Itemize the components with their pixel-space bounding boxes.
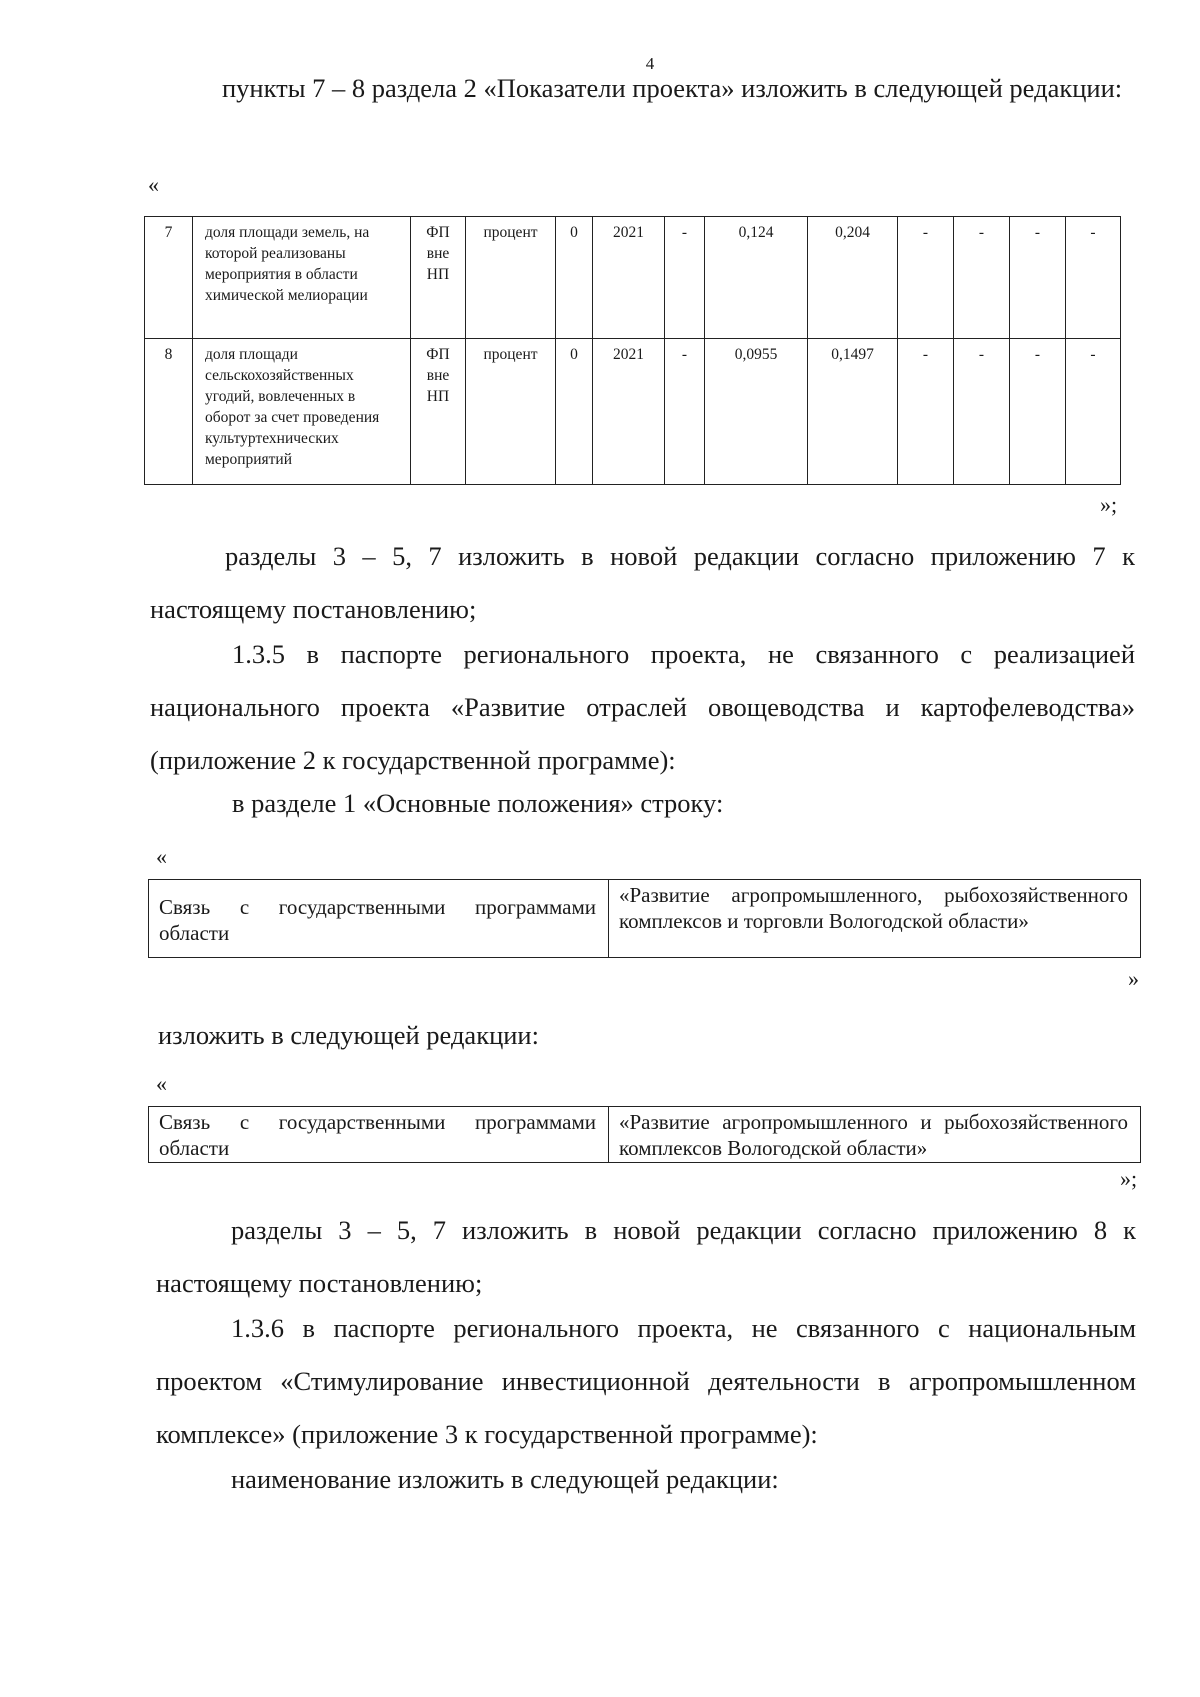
row-label: Связь с государственными программами области — [149, 880, 609, 958]
sections-7-paragraph: разделы 3 – 5, 7 изложить в новой редакции согласно приложению 7 к настоящему постановлению; — [150, 541, 1135, 624]
section-row-paragraph: в разделе 1 «Основные положения» строку: — [232, 788, 724, 818]
item-1-3-5-paragraph: 1.3.5 в паспорте регионального проекта, не связанного с реализацией национального проекта «Развитие отраслей овощеводства и картофелеводства» (приложение 2 к государственной программе): — [150, 639, 1135, 775]
cell-number: 7 — [145, 217, 193, 339]
cell-value: - — [1010, 217, 1066, 339]
intro-paragraph: пункты 7 – 8 раздела 2 «Показатели проекта» изложить в следующей редакции: — [222, 73, 1123, 103]
cell-indicator-name: доля площади земель, на которой реализованы мероприятия в области химической мелиорации — [193, 217, 411, 339]
cell-value: 0,0955 — [705, 339, 808, 485]
cell-unit: процент — [466, 339, 556, 485]
cell-type: ФП вне НП — [411, 339, 466, 485]
cell-value: - — [1066, 217, 1121, 339]
table-row — [149, 880, 1141, 958]
cell-value: - — [898, 217, 954, 339]
sections-8-paragraph: разделы 3 – 5, 7 изложить в новой редакции согласно приложению 8 к настоящему постановлению; — [156, 1215, 1136, 1298]
item-1-3-6-paragraph: 1.3.6 в паспорте регионального проекта, не связанного с национальным проектом «Стимулирование инвестиционной деятельности в агропромышленном комплексе» (приложение 3 к государственной программе): — [156, 1313, 1136, 1449]
cell-value: 0,124 — [705, 217, 808, 339]
cell-base-year: 2021 — [593, 339, 665, 485]
old-row-table — [148, 879, 1141, 958]
row-label: Связь с государственными программами области — [149, 1107, 609, 1163]
cell-value: - — [1010, 339, 1066, 485]
row-value: «Развитие агропромышленного, рыбохозяйственного комплексов и торговли Вологодской области» — [609, 880, 1141, 958]
close-quote-3: »; — [1120, 1166, 1138, 1191]
page-number: 4 — [645, 54, 655, 73]
cell-value: - — [665, 339, 705, 485]
close-quote-2: » — [1128, 966, 1139, 991]
name-edition-paragraph: наименование изложить в следующей редакции: — [231, 1464, 779, 1494]
cell-type: ФП вне НП — [411, 217, 466, 339]
cell-unit: процент — [466, 217, 556, 339]
cell-base-value: 0 — [556, 217, 593, 339]
cell-value: - — [898, 339, 954, 485]
cell-number: 8 — [145, 339, 193, 485]
row-value: «Развитие агропромышленного и рыбохозяйственного комплексов Вологодской области» — [609, 1107, 1141, 1163]
cell-value: 0,1497 — [808, 339, 898, 485]
close-quote-1: »; — [1100, 492, 1118, 517]
table-row — [145, 217, 1121, 339]
new-row-table — [148, 1106, 1141, 1163]
cell-value: - — [954, 217, 1010, 339]
open-quote-3: « — [156, 1071, 167, 1096]
indicators-table — [144, 216, 1121, 485]
cell-value: 0,204 — [808, 217, 898, 339]
cell-base-year: 2021 — [593, 217, 665, 339]
cell-value: - — [665, 217, 705, 339]
open-quote-1: « — [148, 172, 159, 197]
table-row — [145, 339, 1121, 485]
cell-value: - — [954, 339, 1010, 485]
cell-value: - — [1066, 339, 1121, 485]
cell-base-value: 0 — [556, 339, 593, 485]
new-edition-paragraph: изложить в следующей редакции: — [158, 1020, 539, 1050]
open-quote-2: « — [156, 844, 167, 869]
table-row — [149, 1107, 1141, 1163]
cell-indicator-name: доля площади сельскохозяйственных угодий, вовлеченных в оборот за счет проведения культуртехнических мероприятий — [193, 339, 411, 485]
